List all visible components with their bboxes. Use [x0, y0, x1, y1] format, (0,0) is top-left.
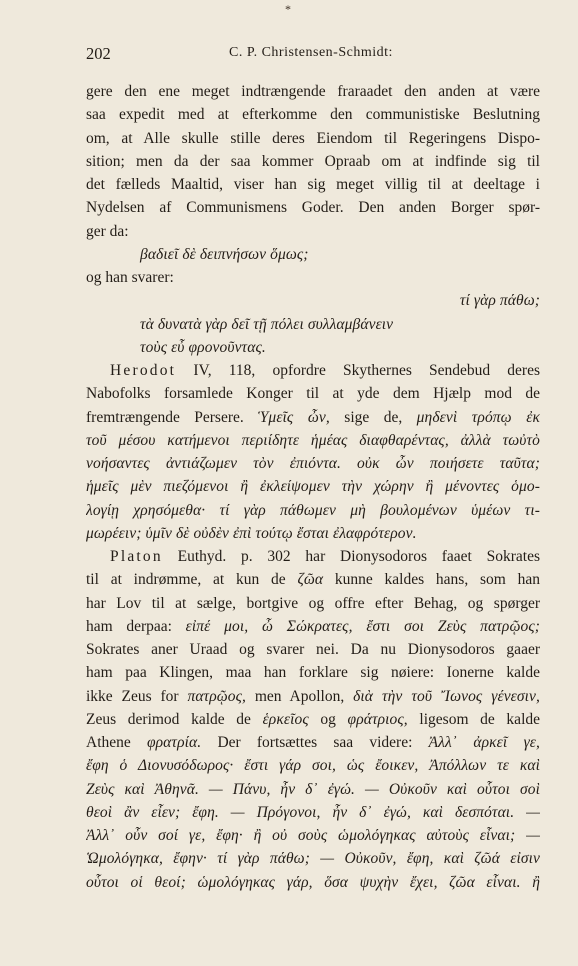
greek-text: εἰπέ μοι, ὦ Σώκρατες, ἔστι σοι Ζεὺς πατρῷος; [185, 617, 540, 635]
text-line [86, 801, 540, 824]
line-text: ham derpaa: [86, 617, 186, 635]
text-line [86, 568, 540, 591]
text-line [86, 847, 540, 870]
text-line [86, 220, 540, 243]
text-line [86, 545, 540, 568]
greek-text: Ζεὺς καὶ Ἀθηνᾶ. — Πάνυ, ἦν δ᾿ ἐγώ. — Οὐκοῦν καὶ οὗτοι σοὶ [86, 780, 540, 798]
text-line [86, 429, 540, 452]
text-line [86, 80, 540, 103]
text-line [86, 731, 540, 754]
text-line [86, 592, 540, 615]
greek-text: τί γὰρ πάθω; [459, 292, 540, 310]
greek-text: φρατρία. [146, 734, 202, 751]
greek-text: μωρέειν; ὑμῖν δὲ οὐδὲν ἐπὶ τούτῳ ἔσται ἐλαφρότερον. [86, 524, 417, 542]
greek-text: οὗτοι οἱ θεοί; ὡμολόγηκας γάρ, ὅσα ψυχὴν ἔχει, ζῶα εἶναι. ἢ [86, 873, 540, 891]
line-text: gere den ene meget indtrængende fraraadet den anden at være [86, 83, 540, 100]
text-line [86, 499, 540, 522]
spaced-name: Herodot [110, 362, 177, 379]
text-line [86, 103, 540, 126]
line-text: sige de, [329, 408, 417, 426]
text-line [86, 127, 540, 150]
line-text: sition; men da der saa kommer Opraab om at indfinde sig til [86, 152, 540, 170]
greek-text: Ὑμεῖς ὦν, [258, 408, 330, 426]
page-header [86, 44, 540, 66]
top-mark: * [285, 2, 291, 16]
text-line [86, 522, 540, 545]
text-line [86, 336, 540, 359]
text-line [86, 778, 540, 801]
text-line [86, 661, 540, 684]
greek-text: θεοὶ ἂν εἶεν; ἔφη. — Πρόγονοι, ἦν δ᾿ ἐγώ, καὶ δεσπόται. — [86, 803, 540, 821]
line-text: om, at Alle skulle stille deres Eiendom til Regeringens Dispo- [86, 129, 540, 147]
line-text: ham paa Klingen, maa han forklare sig nøiere: Ionerne kalde [86, 664, 540, 682]
text-line [86, 406, 540, 429]
greek-text: Ὡμολόγηκα, ἔφην· τί γὰρ πάθω; — Οὐκοῦν, ἔφη, καὶ ζῶά εἰσιν [86, 850, 540, 868]
text-line [86, 824, 540, 847]
greek-text: τὰ δυνατὰ γὰρ δεῖ τῇ πόλει συλλαμβάνειν [140, 315, 394, 333]
greek-text: λογίῃ χρησόμεθα· τί γὰρ πάθωμεν μὴ βουλομένων ὑμέων τι- [86, 501, 540, 519]
greek-text: ἔφη ὁ Διονυσόδωρος· ἔστι γάρ σοι, ὡς ἔοικεν, Ἀπόλλων τε καὶ [86, 757, 540, 775]
line-text: til at indrømme, at kun de [86, 571, 298, 589]
line-text: ligesom de kalde [407, 710, 540, 728]
greek-text: ἑρκεῖος [262, 710, 309, 728]
line-text: kunne kaldes hans, som han [323, 571, 540, 589]
line-text: ger da: [86, 222, 129, 240]
text-line [86, 266, 540, 289]
text-line [86, 638, 540, 661]
greek-text: φράτριος, [347, 710, 408, 728]
line-text: Euthyd. p. 302 har Dionysodoros faaet Sokrates [162, 548, 540, 565]
spaced-name: Platon [110, 548, 163, 565]
text-line [86, 871, 540, 894]
page-number: 202 [86, 44, 111, 63]
line-text: det fælleds Maaltid, viser han sig meget villig til at deeltage i [86, 176, 540, 193]
text-line [86, 475, 540, 498]
greek-text: βαδιεῖ δὲ δειπνήσων ὅμως; [140, 245, 309, 263]
line-text: men Apollon, [246, 687, 354, 705]
greek-text: διὰ τὴν τοῦ Ἴωνος γένεσιν, [353, 687, 540, 705]
greek-text: τοὺς εὖ φρονοῦντας. [140, 338, 266, 356]
text-line [86, 150, 540, 173]
greek-text: μηδενὶ τρόπῳ ἐκ [416, 408, 540, 426]
line-text: Zeus derimod kalde de [86, 710, 263, 728]
line-text: IV, 118, opfordre Skythernes Sendebud deres [176, 362, 540, 379]
line-text: og [308, 710, 348, 728]
line-text: Der fortsættes saa videre: [201, 734, 429, 751]
text-line [86, 196, 540, 219]
running-head: C. P. Christensen-Schmidt: [229, 45, 393, 60]
greek-text: τοῦ μέσου κατήμενοι περιίδητε ἡμέας διαφθαρέντας, ἀλλὰ τωὐτὸ [86, 431, 540, 449]
line-text: Nydelsen af Communismens Goder. Den anden Borger spør- [86, 199, 540, 217]
text-line [86, 708, 540, 731]
text-line [86, 685, 540, 708]
text-line [86, 243, 540, 266]
text-line [86, 359, 540, 382]
text-line [86, 615, 540, 638]
line-text: fremtrængende Persere. [86, 408, 259, 426]
text-line [86, 173, 540, 196]
text-line [86, 452, 540, 475]
greek-text: ζῶα [297, 571, 324, 589]
text-line [86, 382, 540, 405]
greek-text: νοήσαντες ἀντιάζωμεν τὸν ἐπιόντα. οὐκ ὦν ποιήσετε ταῦτα; [86, 455, 540, 472]
line-text: Nabofolks forsamlede Konger til at yde dem Hjælp mod de [86, 385, 540, 403]
line-text: ikke Zeus for [86, 687, 188, 705]
line-text: har Lov til at sælge, bortgive og offre efter Behag, og spørger [86, 594, 540, 612]
text-body [86, 80, 540, 894]
line-text: og han svarer: [86, 269, 174, 286]
greek-text: ἡμεῖς μὲν πιεζόμενοι ἢ ἐκλείψομεν τὴν χώρην ἢ μένοντες ὁμο- [86, 478, 540, 496]
text-line [86, 313, 540, 336]
line-text: saa expedit med at efterkomme den communistiske Beslutning [86, 106, 540, 124]
greek-text: Ἀλλ᾿ οὖν σοί γε, ἔφη· ἢ οὐ σοὺς ὡμολόγηκας αὐτοὺς εἶναι; — [86, 827, 540, 844]
line-text: Sokrates aner Uraad og svarer nei. Da nu Dionysodoros gaaer [86, 641, 540, 658]
text-line [86, 754, 540, 777]
line-text: Athene [86, 734, 147, 751]
text-line [86, 289, 540, 312]
greek-text: Ἀλλ᾿ ἀρκεῖ γε, [428, 734, 540, 751]
greek-text: πατρῷος, [187, 687, 246, 705]
